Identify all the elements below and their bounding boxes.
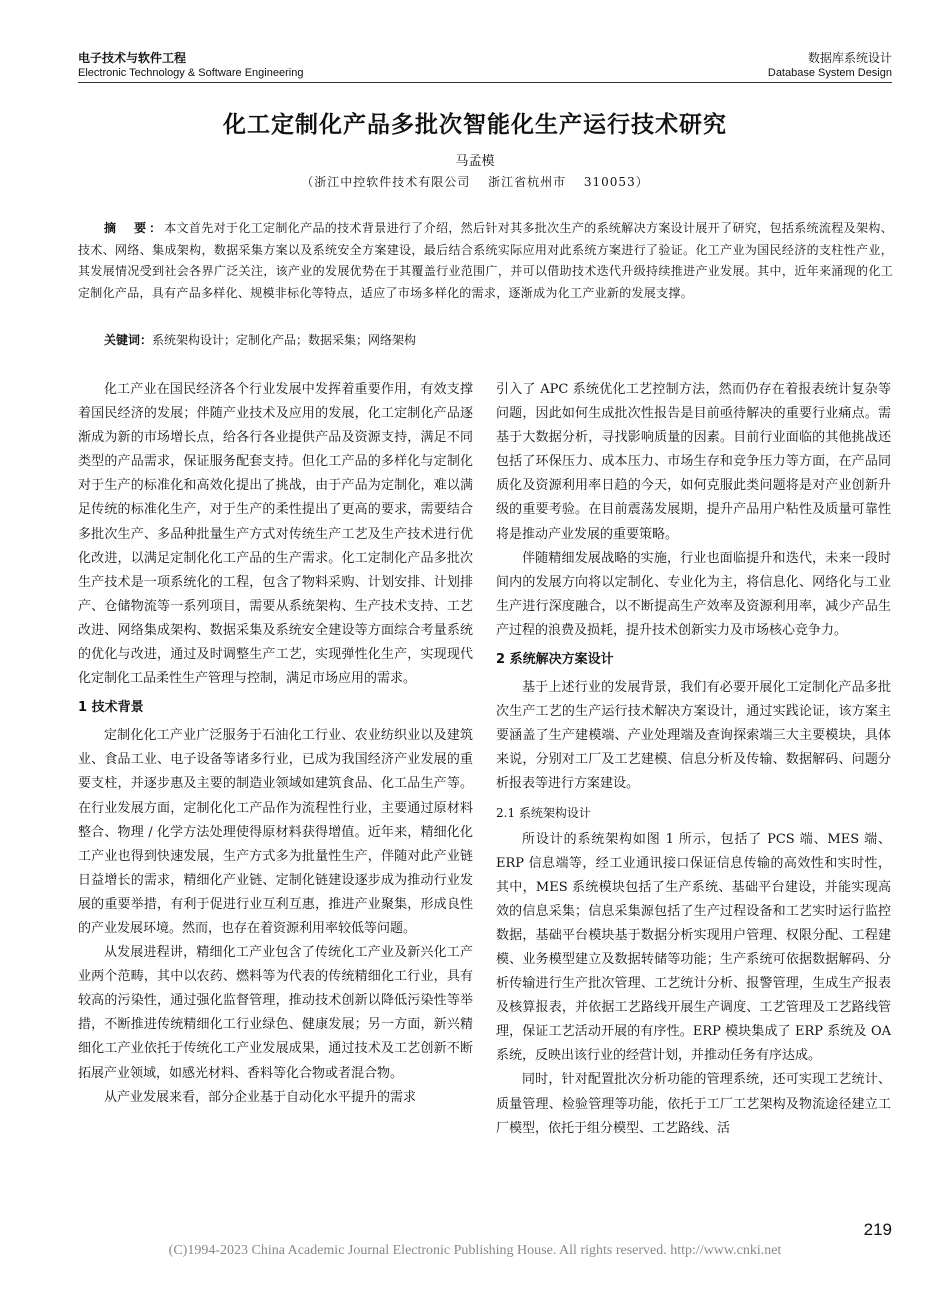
- section-1-paragraph-4: 伴随精细发展战略的实施，行业也面临提升和迭代，未来一段时间内的发展方向将以定制化、专业化为主，将信息化、网络化与工业生产进行深度融合，以不断提高生产效率及资源利用率，减少产品生产过程的浪费及损耗，提升技术创新实力及市场核心竞争力。: [496, 550, 891, 638]
- paper-title: 化工定制化产品多批次智能化生产运行技术研究: [223, 112, 727, 138]
- keywords: [78, 330, 893, 350]
- section-2-paragraph-1: 基于上述行业的发展背景，我们有必要开展化工定制化产品多批次生产工艺的生产运行技术解决方案设计，通过实践论证，该方案主要涵盖了生产建模端、产业处理端及查询探索端三大主要模块，具体来说，分别对工厂及工艺建模、信息分析及传输、数据解码、问题分析报表等进行方案建设。: [496, 680, 891, 792]
- journal-name-cn: 电子技术与软件工程: [78, 51, 187, 65]
- section-1-paragraph-2: 从发展进程讲，精细化工产业包含了传统化工产业及新兴化工产业两个范畴，其中以农药、燃料等为代表的传统精细化工行业，具有较高的污染性，通过强化监督管理，推动技术创新以降低污染性等举措，不断推进传统精细化工行业绿色、健康发展；另一方面，新兴精细化工产业依托于传统化工产业发展成果，通过技术及工艺创新不断拓展产业领域，如感光材料、香料等化合物或者混合物。: [78, 945, 473, 1081]
- author-name: 马孟模: [455, 154, 495, 169]
- body-right-column: [496, 378, 891, 1141]
- journal-name-en: Electronic Technology & Software Engineering: [78, 67, 304, 79]
- section-name-cn: 数据库系统设计: [807, 51, 892, 65]
- running-header-right: [768, 50, 892, 81]
- intro-paragraph: 化工产业在国民经济各个行业发展中发挥着重要作用，有效支撑着国民经济的发展；伴随产业技术及应用的发展，化工定制化产品逐渐成为新的市场增长点，给各行各业提供产品及资源支持，满足不同类型的产品需求，保证服务配套支持。但化工产品的多样化与定制化对于生产的标准化和高效化提出了挑战，由于产品为定制化，难以满足传统的标准化生产，对于生产的柔性提出了更高的要求，需要结合多批次生产、多品种批量生产方式对传统生产工艺及生产技术进行优化改进，以满足定制化化工产品的生产需求。化工定制化产品多批次生产技术是一项系统化的工程，包含了物料采购、计划安排、计划排产、仓储物流等一系列项目，需要从系统架构、生产技术支持、工艺改进、网络集成架构、数据采集及系统安全建设等方面综合考量系统的优化与改进，通过及时调整生产工艺，实现弹性化生产，实现现代化定制化工品柔性生产管理与控制，满足市场应用的需求。: [78, 382, 473, 687]
- author-affiliation: （浙江中控软件技术有限公司 浙江省杭州市 310053）: [301, 175, 649, 189]
- keywords-label: 关键词：: [104, 333, 153, 347]
- abstract: [78, 218, 893, 304]
- section-1-paragraph-1: 定制化化工产业广泛服务于石油化工行业、农业纺织业以及建筑业、食品工业、电子设备等诸多行业，已成为我国经济产业发展的重要支柱，并逐步惠及主要的制造业领域如建筑食品、化工品生产等。在行业发展方面，定制化化工产品作为流程性行业，主要通过原材料整合、物理 / 化学方法处理使得原材料获得增值。近年来，精细化化工产业也得到快速发展，生产方式多为批量性生产，伴随对此产业链日益增长的需求，精细化产业链、定制化链建设逐步成为推动行业发展的重要举措，有利于促进行业互利互惠，推进产业聚集，形成良性的产业发展环境。然而，也存在着资源利用率较低等问题。: [78, 728, 473, 936]
- copyright-watermark: (C)1994-2023 China Academic Journal Electronic Publishing House. All rights reserved. http://www.cnki.net: [168, 1243, 782, 1258]
- body-left-column: [78, 378, 473, 1110]
- page-number: 219: [863, 1220, 892, 1239]
- subsection-2-1-paragraph-2: 同时，针对配置批次分析功能的管理系统，还可实现工艺统计、质量管理、检验管理等功能，依托于工厂工艺架构及物流途径建立工厂模型，依托于组分模型、工艺路线、活: [496, 1072, 891, 1136]
- section-1-heading: 1 技术背景: [78, 700, 144, 716]
- section-name-en: Database System Design: [767, 67, 892, 79]
- header-divider: [78, 82, 892, 83]
- abstract-text: 本文首先对于化工定制化产品的技术背景进行了介绍，然后针对其多批次生产的系统解决方案设计展开了研究，包括系统流程及架构、技术、网络、集成架构，数据采集方案以及系统安全方案建设，最后结合系统实际应用对此系统方案进行了验证。化工产业为国民经济的支柱性产业，其发展情况受到社会各界广泛关注，该产业的发展优势在于其覆盖行业范围广，并可以借助技术迭代升级持续推进产业发展。其中，近年来涌现的化工定制化产品，具有产品多样化、规模非标化等特点，适应了市场多样化的需求，逐渐成为化工产业新的发展支撑。: [78, 221, 893, 300]
- subsection-2-1-heading: 2.1 系统架构设计: [496, 805, 591, 820]
- running-header-left: [78, 50, 303, 81]
- section-2-heading: 2 系统解决方案设计: [496, 652, 614, 668]
- section-1-paragraph-3: 从产业发展来看，部分企业基于自动化水平提升的需求: [104, 1089, 417, 1105]
- subsection-2-1-paragraph-1: 所设计的系统架构如图 1 所示，包括了 PCS 端、MES 端、ERP 信息端等，经工业通讯接口保证信息传输的高效性和实时性，其中，MES 系统模块包括了生产系统、基础平台建设，并能实现高效的信息采集；信息采集源包括了生产过程设备和工艺实时运行监控数据，基础平台模块基于数据分析实现用户管理、权限分配、工程建模、业务模型建立及数据转储等功能；生产系统可依据数据解码、分析传输进行生产批次管理、工艺统计分析、报警管理，生成生产报表及核算报表，并依据工艺路线开展生产调度、工艺管理及工艺路线管理，保证工艺活动开展的有序性。ERP 模块集成了 ERP 系统及 OA 系统，反映出该行业的经营计划，并推动任务有序达成。: [496, 831, 891, 1064]
- section-1-paragraph-3-continued: 引入了 APC 系统优化工艺控制方法，然而仍存在着报表统计复杂等问题，因此如何生成批次性报告是目前亟待解决的重要行业痛点。需基于大数据分析，寻找影响质量的因素。目前行业面临的其他挑战还包括了环保压力、成本压力、市场生存和竞争压力等方面，在产品同质化及资源利用率日趋的今天，如何克服此类问题将是对产业创新升级的重要考验。在目前震荡发展期，提升产品用户粘性及质量可靠性将是推动产业发展的重要策略。: [496, 382, 891, 542]
- keywords-text: 系统架构设计；定制化产品；数据采集；网络架构: [152, 333, 417, 347]
- abstract-label: 摘 要：: [104, 221, 165, 235]
